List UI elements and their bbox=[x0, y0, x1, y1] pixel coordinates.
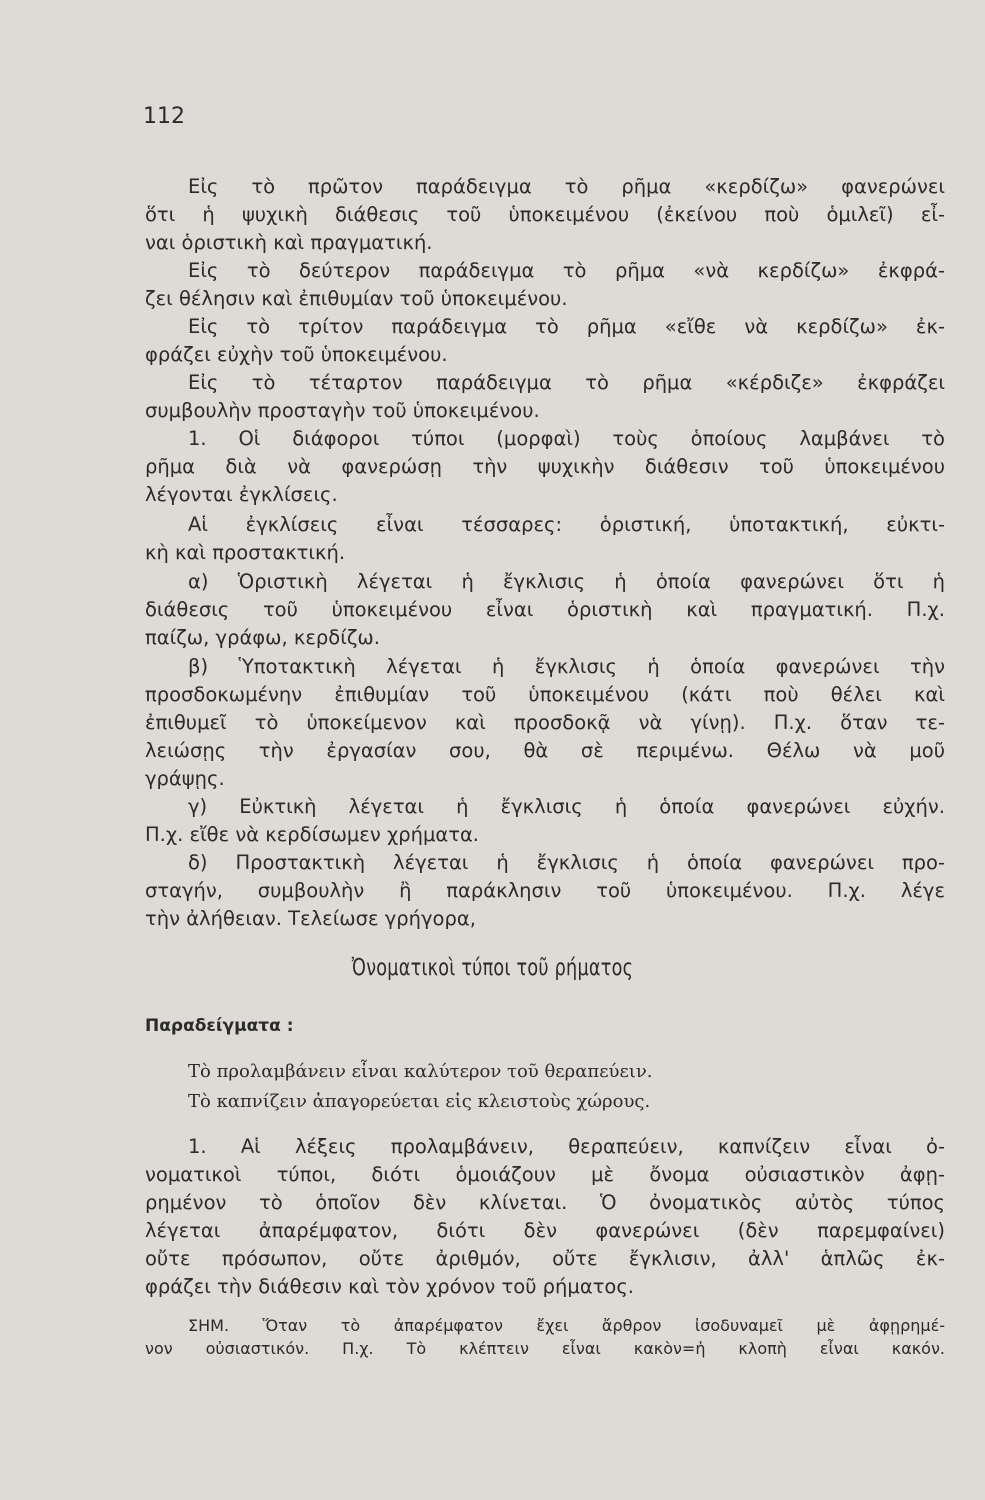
note-line: ΣΗΜ. Ὅταν τὸ ἀπαρέμφατον ἔχει ἄρθρον ἰσοδυναμεῖ μὲ ἀφῃρημέ- bbox=[188, 1316, 945, 1335]
page-number: 112 bbox=[143, 104, 185, 129]
text-line: Εἰς τὸ τέταρτον παράδειγμα τὸ ρῆμα «κέρδιζε» ἐκφράζει bbox=[188, 371, 945, 394]
text-line: ζει θέλησιν καὶ ἐπιθυμίαν τοῦ ὑποκειμένου. bbox=[145, 287, 568, 310]
text-line: φράζει εὐχὴν τοῦ ὑποκειμένου. bbox=[145, 343, 448, 366]
text-line: ἐπιθυμεῖ τὸ ὑποκείμενον καὶ προσδοκᾷ νὰ γίνῃ). Π.χ. ὅταν τε- bbox=[145, 711, 945, 734]
text-line: διάθεσις τοῦ ὑποκειμένου εἶναι ὁριστικὴ καὶ πραγματική. Π.χ. bbox=[145, 598, 945, 621]
text-line: γράψῃς. bbox=[145, 767, 225, 790]
text-line: γ) Εὐκτικὴ λέγεται ἡ ἔγκλισις ἡ ὁποία φανερώνει εὐχήν. bbox=[188, 795, 945, 818]
text-line: Π.χ. εἴθε νὰ κερδίσωμεν χρήματα. bbox=[145, 823, 479, 846]
text-line: 1. Αἱ λέξεις προλαμβάνειν, θεραπεύειν, καπνίζειν εἶναι ὀ- bbox=[188, 1135, 945, 1158]
text-line: λέγεται ἀπαρέμφατον, διότι δὲν φανερώνει (δὲν παρεμφαίνει) bbox=[145, 1219, 945, 1242]
text-line: λειώσῃς τὴν ἐργασίαν σου, θὰ σὲ περιμένω. Θέλω νὰ μοῦ bbox=[145, 739, 945, 762]
text-line: Εἰς τὸ πρῶτον παράδειγμα τὸ ρῆμα «κερδίζω» φανερώνει bbox=[188, 175, 945, 198]
text-line: οὔτε πρόσωπον, οὔτε ἀριθμόν, οὔτε ἔγκλισιν, ἀλλ' ἁπλῶς ἐκ- bbox=[145, 1247, 945, 1270]
text-line: β) Ὑποτακτικὴ λέγεται ἡ ἔγκλισις ἡ ὁποία φανερώνει τὴν bbox=[188, 655, 945, 678]
text-line: ρημένον τὸ ὁποῖον δὲν κλίνεται. Ὁ ὀνοματικὸς αὐτὸς τύπος bbox=[145, 1191, 945, 1214]
text-line: σταγήν, συμβουλὴν ἢ παράκλησιν τοῦ ὑποκειμένου. Π.χ. λέγε bbox=[145, 879, 945, 902]
text-line: α) Ὁριστικὴ λέγεται ἡ ἔγκλισις ἡ ὁποία φανερώνει ὅτι ἡ bbox=[188, 570, 945, 593]
text-line: Αἱ ἐγκλίσεις εἶναι τέσσαρες: ὁριστική, ὑποτακτική, εὐκτι- bbox=[188, 513, 945, 536]
text-line: Εἰς τὸ δεύτερον παράδειγμα τὸ ρῆμα «νὰ κερδίζω» ἐκφρά- bbox=[188, 259, 945, 282]
text-line: τὴν ἀλήθειαν. Τελείωσε γρήγορα, bbox=[145, 907, 476, 930]
text-line: Εἰς τὸ τρίτον παράδειγμα τὸ ρῆμα «εἴθε νὰ κερδίζω» ἐκ- bbox=[188, 315, 945, 338]
section-heading: Ὀνοματικοὶ τύποι τοῦ ρήματος bbox=[351, 955, 634, 981]
text-line: φράζει τὴν διάθεσιν καὶ τὸν χρόνον τοῦ ρήματος. bbox=[145, 1275, 634, 1298]
text-line: προσδοκωμένην ἐπιθυμίαν τοῦ ὑποκειμένου (κάτι ποὺ θέλει καὶ bbox=[145, 683, 945, 706]
text-line: κὴ καὶ προστακτική. bbox=[145, 541, 346, 564]
text-line: παίζω, γράφω, κερδίζω. bbox=[145, 626, 380, 649]
text-line: ὅτι ἡ ψυχικὴ διάθεσις τοῦ ὑποκειμένου (ἐκείνου ποὺ ὁμιλεῖ) εἶ- bbox=[145, 203, 945, 226]
text-line: νοματικοὶ τύποι, διότι ὁμοιάζουν μὲ ὄνομα οὐσιαστικὸν ἀφῃ- bbox=[145, 1163, 945, 1186]
text-line: λέγονται ἐγκλίσεις. bbox=[145, 483, 338, 506]
text-line: συμβουλὴν προσταγὴν τοῦ ὑποκειμένου. bbox=[145, 399, 540, 422]
note-line: νον οὐσιαστικόν. Π.χ. Τὸ κλέπτειν εἶναι κακὸν=ἡ κλοπὴ εἶναι κακόν. bbox=[145, 1339, 945, 1358]
text-line: ρῆμα διὰ νὰ φανερώσῃ τὴν ψυχικὴν διάθεσιν τοῦ ὑποκειμένου bbox=[145, 455, 945, 478]
example-line: Τὸ καπνίζειν ἀπαγορεύεται εἰς κλειστοὺς χώρους. bbox=[188, 1091, 651, 1112]
text-line: ναι ὁριστικὴ καὶ πραγματική. bbox=[145, 231, 433, 254]
examples-label: Παραδείγματα : bbox=[145, 1016, 294, 1036]
text-line: δ) Προστακτικὴ λέγεται ἡ ἔγκλισις ἡ ὁποία φανερώνει προ- bbox=[188, 851, 945, 874]
text-line: 1. Οἱ διάφοροι τύποι (μορφαὶ) τοὺς ὁποίους λαμβάνει τὸ bbox=[188, 427, 945, 450]
example-line: Τὸ προλαμβάνειν εἶναι καλύτερον τοῦ θεραπεύειν. bbox=[188, 1061, 653, 1082]
